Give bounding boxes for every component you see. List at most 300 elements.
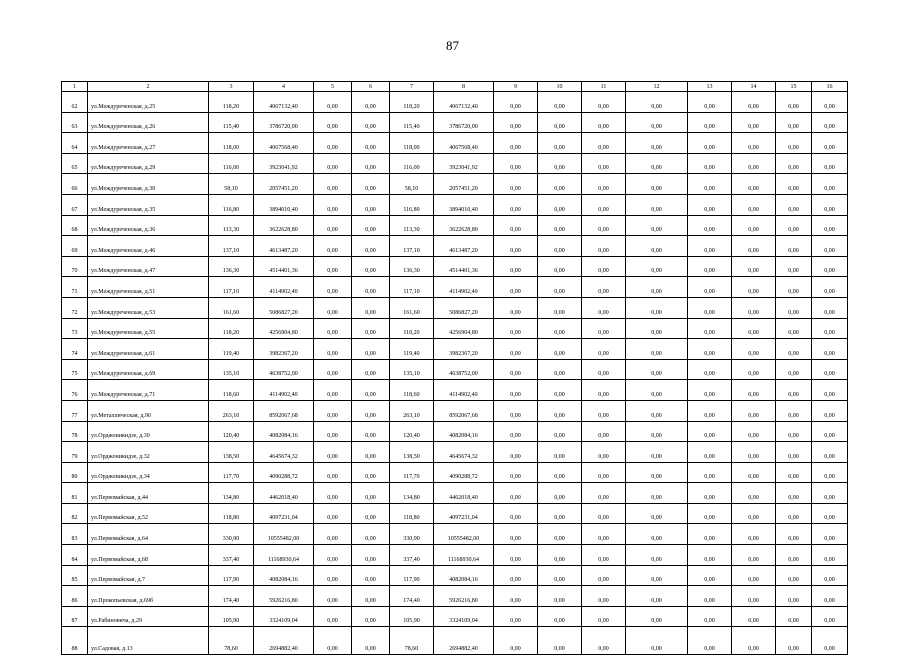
address-cell: ул.Орджоникидзе, д.30 <box>88 421 209 442</box>
area-total-cell: 115,40 <box>390 112 434 133</box>
address-cell: ул.Орджоникидзе, д.32 <box>88 442 209 463</box>
value-5-cell: 0,00 <box>314 112 352 133</box>
value-10-cell: 0,00 <box>538 194 582 215</box>
value-12-cell: 0,00 <box>626 92 688 113</box>
value-11-cell: 0,00 <box>582 606 626 627</box>
value-13-cell: 0,00 <box>688 524 732 545</box>
address-cell: ул.Междуреченская, д.61 <box>88 339 209 360</box>
table-row <box>62 133 848 154</box>
value-13-cell: 0,00 <box>688 256 732 277</box>
value-12-cell: 0,00 <box>626 524 688 545</box>
value-11-cell: 0,00 <box>582 545 626 566</box>
value-15-cell: 0,00 <box>776 627 812 655</box>
value-11-cell: 0,00 <box>582 339 626 360</box>
value-16-cell: 0,00 <box>812 174 848 195</box>
table-row <box>62 400 848 421</box>
row-number-cell: 83 <box>62 524 88 545</box>
cost-total-cell: 4645674,32 <box>434 442 494 463</box>
value-9-cell: 0,00 <box>494 586 538 607</box>
table-row <box>62 174 848 195</box>
table-row <box>62 277 848 298</box>
cost-cell: 3923041,92 <box>254 153 314 174</box>
value-13-cell: 0,00 <box>688 92 732 113</box>
table-row <box>62 545 848 566</box>
value-5-cell: 0,00 <box>314 606 352 627</box>
table-row <box>62 462 848 483</box>
value-10-cell: 0,00 <box>538 359 582 380</box>
value-11-cell: 0,00 <box>582 380 626 401</box>
value-11-cell: 0,00 <box>582 462 626 483</box>
cost-total-cell: 4613487,20 <box>434 236 494 257</box>
value-10-cell: 0,00 <box>538 627 582 655</box>
value-14-cell: 0,00 <box>732 339 776 360</box>
value-6-cell: 0,00 <box>352 318 390 339</box>
value-5-cell: 0,00 <box>314 133 352 154</box>
value-10-cell: 0,00 <box>538 524 582 545</box>
row-number-cell: 70 <box>62 256 88 277</box>
value-13-cell: 0,00 <box>688 442 732 463</box>
cost-cell: 10555482,00 <box>254 524 314 545</box>
value-14-cell: 0,00 <box>732 194 776 215</box>
value-11-cell: 0,00 <box>582 421 626 442</box>
value-11-cell: 0,00 <box>582 277 626 298</box>
value-14-cell: 0,00 <box>732 421 776 442</box>
value-15-cell: 0,00 <box>776 565 812 586</box>
value-12-cell: 0,00 <box>626 215 688 236</box>
value-14-cell: 0,00 <box>732 524 776 545</box>
value-9-cell: 0,00 <box>494 359 538 380</box>
value-16-cell: 0,00 <box>812 153 848 174</box>
value-9-cell: 0,00 <box>494 277 538 298</box>
cost-cell: 4462018,40 <box>254 483 314 504</box>
value-9-cell: 0,00 <box>494 421 538 442</box>
value-12-cell: 0,00 <box>626 277 688 298</box>
table-row <box>62 483 848 504</box>
value-6-cell: 0,00 <box>352 133 390 154</box>
address-cell: ул.Прокопьевская, д.69б <box>88 586 209 607</box>
value-13-cell: 0,00 <box>688 153 732 174</box>
table-row <box>62 92 848 113</box>
area-total-cell: 118,00 <box>390 133 434 154</box>
value-10-cell: 0,00 <box>538 215 582 236</box>
value-12-cell: 0,00 <box>626 462 688 483</box>
value-9-cell: 0,00 <box>494 483 538 504</box>
value-5-cell: 0,00 <box>314 421 352 442</box>
value-11-cell: 0,00 <box>582 112 626 133</box>
cost-total-cell: 11168930,64 <box>434 545 494 566</box>
row-number-cell: 69 <box>62 236 88 257</box>
value-13-cell: 0,00 <box>688 112 732 133</box>
column-number: 9 <box>494 82 538 92</box>
value-12-cell: 0,00 <box>626 153 688 174</box>
value-15-cell: 0,00 <box>776 194 812 215</box>
value-13-cell: 0,00 <box>688 627 732 655</box>
row-number-cell: 86 <box>62 586 88 607</box>
cost-total-cell: 3894010,40 <box>434 194 494 215</box>
area-cell: 135,10 <box>209 359 254 380</box>
value-16-cell: 0,00 <box>812 483 848 504</box>
value-15-cell: 0,00 <box>776 483 812 504</box>
value-11-cell: 0,00 <box>582 442 626 463</box>
value-6-cell: 0,00 <box>352 92 390 113</box>
value-5-cell: 0,00 <box>314 586 352 607</box>
address-cell: ул.Первомайская, д.7 <box>88 565 209 586</box>
area-total-cell: 58,10 <box>390 174 434 195</box>
table-body <box>62 82 848 655</box>
value-14-cell: 0,00 <box>732 297 776 318</box>
column-number: 11 <box>582 82 626 92</box>
cost-cell: 4114902,40 <box>254 380 314 401</box>
value-5-cell: 0,00 <box>314 215 352 236</box>
value-12-cell: 0,00 <box>626 483 688 504</box>
cost-cell: 4090288,72 <box>254 462 314 483</box>
value-5-cell: 0,00 <box>314 380 352 401</box>
value-6-cell: 0,00 <box>352 606 390 627</box>
value-14-cell: 0,00 <box>732 565 776 586</box>
value-10-cell: 0,00 <box>538 586 582 607</box>
cost-total-cell: 4638752,00 <box>434 359 494 380</box>
area-total-cell: 174,40 <box>390 586 434 607</box>
address-cell: ул.Междуреченская, д.27 <box>88 133 209 154</box>
cost-cell: 4256904,80 <box>254 318 314 339</box>
value-13-cell: 0,00 <box>688 277 732 298</box>
table-row <box>62 421 848 442</box>
column-number: 1 <box>62 82 88 92</box>
value-10-cell: 0,00 <box>538 339 582 360</box>
value-6-cell: 0,00 <box>352 194 390 215</box>
value-10-cell: 0,00 <box>538 503 582 524</box>
value-6-cell: 0,00 <box>352 339 390 360</box>
value-13-cell: 0,00 <box>688 462 732 483</box>
cost-cell: 11168930,64 <box>254 545 314 566</box>
value-15-cell: 0,00 <box>776 421 812 442</box>
cost-total-cell: 8592067,68 <box>434 400 494 421</box>
value-15-cell: 0,00 <box>776 174 812 195</box>
value-13-cell: 0,00 <box>688 133 732 154</box>
value-12-cell: 0,00 <box>626 112 688 133</box>
column-number: 6 <box>352 82 390 92</box>
column-number: 10 <box>538 82 582 92</box>
value-15-cell: 0,00 <box>776 339 812 360</box>
row-number-cell: 81 <box>62 483 88 504</box>
value-11-cell: 0,00 <box>582 215 626 236</box>
value-12-cell: 0,00 <box>626 236 688 257</box>
area-cell: 78,60 <box>209 627 254 655</box>
value-13-cell: 0,00 <box>688 380 732 401</box>
value-9-cell: 0,00 <box>494 462 538 483</box>
value-9-cell: 0,00 <box>494 606 538 627</box>
value-13-cell: 0,00 <box>688 339 732 360</box>
value-15-cell: 0,00 <box>776 133 812 154</box>
row-number-cell: 75 <box>62 359 88 380</box>
address-cell: ул.Междуреченская, д.69 <box>88 359 209 380</box>
table-row <box>62 339 848 360</box>
value-6-cell: 0,00 <box>352 400 390 421</box>
value-13-cell: 0,00 <box>688 318 732 339</box>
value-16-cell: 0,00 <box>812 359 848 380</box>
value-14-cell: 0,00 <box>732 112 776 133</box>
value-9-cell: 0,00 <box>494 112 538 133</box>
value-9-cell: 0,00 <box>494 215 538 236</box>
area-cell: 118,80 <box>209 503 254 524</box>
area-total-cell: 134,80 <box>390 483 434 504</box>
row-number-cell: 68 <box>62 215 88 236</box>
value-11-cell: 0,00 <box>582 297 626 318</box>
value-10-cell: 0,00 <box>538 153 582 174</box>
value-16-cell: 0,00 <box>812 442 848 463</box>
cost-total-cell: 2694882,40 <box>434 627 494 655</box>
column-number: 3 <box>209 82 254 92</box>
value-9-cell: 0,00 <box>494 194 538 215</box>
value-13-cell: 0,00 <box>688 215 732 236</box>
value-12-cell: 0,00 <box>626 194 688 215</box>
value-12-cell: 0,00 <box>626 545 688 566</box>
row-number-cell: 63 <box>62 112 88 133</box>
value-16-cell: 0,00 <box>812 318 848 339</box>
value-14-cell: 0,00 <box>732 359 776 380</box>
value-13-cell: 0,00 <box>688 586 732 607</box>
area-cell: 118,20 <box>209 92 254 113</box>
value-9-cell: 0,00 <box>494 400 538 421</box>
value-6-cell: 0,00 <box>352 236 390 257</box>
area-total-cell: 116,80 <box>390 194 434 215</box>
row-number-cell: 76 <box>62 380 88 401</box>
value-14-cell: 0,00 <box>732 627 776 655</box>
column-number: 5 <box>314 82 352 92</box>
column-number: 7 <box>390 82 434 92</box>
value-6-cell: 0,00 <box>352 565 390 586</box>
value-13-cell: 0,00 <box>688 400 732 421</box>
cost-total-cell: 3923041,92 <box>434 153 494 174</box>
address-cell: ул.Первомайская, д.44 <box>88 483 209 504</box>
value-13-cell: 0,00 <box>688 483 732 504</box>
value-12-cell: 0,00 <box>626 606 688 627</box>
value-14-cell: 0,00 <box>732 236 776 257</box>
address-cell: ул.Междуреченская, д.46 <box>88 236 209 257</box>
value-16-cell: 0,00 <box>812 421 848 442</box>
area-total-cell: 119,40 <box>390 339 434 360</box>
cost-total-cell: 3622628,80 <box>434 215 494 236</box>
value-14-cell: 0,00 <box>732 483 776 504</box>
value-6-cell: 0,00 <box>352 586 390 607</box>
value-5-cell: 0,00 <box>314 442 352 463</box>
value-16-cell: 0,00 <box>812 133 848 154</box>
address-cell: ул.Междуреченская, д.51 <box>88 277 209 298</box>
cost-cell: 3622628,80 <box>254 215 314 236</box>
table-row <box>62 215 848 236</box>
area-total-cell: 330,90 <box>390 524 434 545</box>
cost-total-cell: 4067568,40 <box>434 133 494 154</box>
value-15-cell: 0,00 <box>776 359 812 380</box>
value-10-cell: 0,00 <box>538 442 582 463</box>
area-total-cell: 116,00 <box>390 153 434 174</box>
row-number-cell: 85 <box>62 565 88 586</box>
cost-total-cell: 4114902,40 <box>434 380 494 401</box>
value-11-cell: 0,00 <box>582 318 626 339</box>
cost-total-cell: 5926216,80 <box>434 586 494 607</box>
area-total-cell: 118,20 <box>390 318 434 339</box>
table-row <box>62 359 848 380</box>
value-15-cell: 0,00 <box>776 462 812 483</box>
value-15-cell: 0,00 <box>776 215 812 236</box>
area-total-cell: 117,90 <box>390 565 434 586</box>
value-6-cell: 0,00 <box>352 462 390 483</box>
value-11-cell: 0,00 <box>582 92 626 113</box>
value-11-cell: 0,00 <box>582 565 626 586</box>
value-15-cell: 0,00 <box>776 503 812 524</box>
value-14-cell: 0,00 <box>732 215 776 236</box>
cost-cell: 4613487,20 <box>254 236 314 257</box>
value-5-cell: 0,00 <box>314 92 352 113</box>
value-6-cell: 0,00 <box>352 153 390 174</box>
value-15-cell: 0,00 <box>776 545 812 566</box>
value-10-cell: 0,00 <box>538 421 582 442</box>
value-12-cell: 0,00 <box>626 627 688 655</box>
value-5-cell: 0,00 <box>314 277 352 298</box>
cost-total-cell: 10555482,00 <box>434 524 494 545</box>
value-13-cell: 0,00 <box>688 545 732 566</box>
cost-cell: 5926216,80 <box>254 586 314 607</box>
value-13-cell: 0,00 <box>688 359 732 380</box>
value-14-cell: 0,00 <box>732 380 776 401</box>
value-10-cell: 0,00 <box>538 256 582 277</box>
value-11-cell: 0,00 <box>582 256 626 277</box>
value-5-cell: 0,00 <box>314 236 352 257</box>
value-5-cell: 0,00 <box>314 400 352 421</box>
address-cell: ул.Междуреченская, д.29 <box>88 153 209 174</box>
value-9-cell: 0,00 <box>494 133 538 154</box>
address-cell: ул.Первомайская, д.64 <box>88 524 209 545</box>
cost-total-cell: 4082084,16 <box>434 421 494 442</box>
row-number-cell: 79 <box>62 442 88 463</box>
cost-cell: 4082084,16 <box>254 421 314 442</box>
table-row <box>62 627 848 655</box>
area-cell: 137,10 <box>209 236 254 257</box>
cost-cell: 4082084,16 <box>254 565 314 586</box>
table-row <box>62 524 848 545</box>
address-cell: ул.Междуреченская, д.47 <box>88 256 209 277</box>
value-16-cell: 0,00 <box>812 112 848 133</box>
row-number-cell: 88 <box>62 627 88 655</box>
column-number: 13 <box>688 82 732 92</box>
area-cell: 120,40 <box>209 421 254 442</box>
value-10-cell: 0,00 <box>538 174 582 195</box>
value-12-cell: 0,00 <box>626 442 688 463</box>
table-row <box>62 153 848 174</box>
value-5-cell: 0,00 <box>314 256 352 277</box>
area-cell: 161,60 <box>209 297 254 318</box>
value-14-cell: 0,00 <box>732 318 776 339</box>
table-row <box>62 380 848 401</box>
value-9-cell: 0,00 <box>494 236 538 257</box>
cost-cell: 4645674,32 <box>254 442 314 463</box>
value-9-cell: 0,00 <box>494 339 538 360</box>
value-14-cell: 0,00 <box>732 174 776 195</box>
row-number-cell: 87 <box>62 606 88 627</box>
row-number-cell: 80 <box>62 462 88 483</box>
value-12-cell: 0,00 <box>626 586 688 607</box>
value-12-cell: 0,00 <box>626 421 688 442</box>
column-number: 15 <box>776 82 812 92</box>
address-cell: ул.Металлическая, д.90 <box>88 400 209 421</box>
value-6-cell: 0,00 <box>352 359 390 380</box>
cost-total-cell: 3324109,04 <box>434 606 494 627</box>
value-12-cell: 0,00 <box>626 318 688 339</box>
value-6-cell: 0,00 <box>352 503 390 524</box>
value-9-cell: 0,00 <box>494 442 538 463</box>
value-9-cell: 0,00 <box>494 380 538 401</box>
value-11-cell: 0,00 <box>582 153 626 174</box>
column-number: 12 <box>626 82 688 92</box>
area-cell: 115,40 <box>209 112 254 133</box>
value-16-cell: 0,00 <box>812 380 848 401</box>
address-cell: ул.Первомайская, д.68 <box>88 545 209 566</box>
value-6-cell: 0,00 <box>352 483 390 504</box>
row-number-cell: 77 <box>62 400 88 421</box>
value-10-cell: 0,00 <box>538 277 582 298</box>
table-row <box>62 112 848 133</box>
address-cell: ул.Рабиновича, д.29 <box>88 606 209 627</box>
cost-cell: 4114902,40 <box>254 277 314 298</box>
value-9-cell: 0,00 <box>494 627 538 655</box>
area-total-cell: 118,20 <box>390 92 434 113</box>
cost-cell: 3982367,20 <box>254 339 314 360</box>
value-15-cell: 0,00 <box>776 606 812 627</box>
value-5-cell: 0,00 <box>314 194 352 215</box>
value-6-cell: 0,00 <box>352 627 390 655</box>
cost-cell: 4097231,04 <box>254 503 314 524</box>
value-11-cell: 0,00 <box>582 133 626 154</box>
area-total-cell: 78,60 <box>390 627 434 655</box>
value-15-cell: 0,00 <box>776 442 812 463</box>
area-cell: 58,10 <box>209 174 254 195</box>
area-cell: 116,80 <box>209 194 254 215</box>
area-cell: 118,00 <box>209 133 254 154</box>
value-16-cell: 0,00 <box>812 462 848 483</box>
value-13-cell: 0,00 <box>688 421 732 442</box>
value-10-cell: 0,00 <box>538 236 582 257</box>
area-total-cell: 117,10 <box>390 277 434 298</box>
area-cell: 174,40 <box>209 586 254 607</box>
value-16-cell: 0,00 <box>812 236 848 257</box>
area-cell: 337,40 <box>209 545 254 566</box>
value-15-cell: 0,00 <box>776 256 812 277</box>
value-15-cell: 0,00 <box>776 236 812 257</box>
row-number-cell: 74 <box>62 339 88 360</box>
area-total-cell: 263,10 <box>390 400 434 421</box>
area-total-cell: 136,30 <box>390 256 434 277</box>
value-5-cell: 0,00 <box>314 545 352 566</box>
address-cell: ул.Междуреченская, д.71 <box>88 380 209 401</box>
row-number-cell: 73 <box>62 318 88 339</box>
value-15-cell: 0,00 <box>776 586 812 607</box>
value-11-cell: 0,00 <box>582 483 626 504</box>
value-5-cell: 0,00 <box>314 483 352 504</box>
value-11-cell: 0,00 <box>582 503 626 524</box>
address-cell: ул.Междуреченская, д.30 <box>88 174 209 195</box>
value-9-cell: 0,00 <box>494 545 538 566</box>
value-6-cell: 0,00 <box>352 256 390 277</box>
area-total-cell: 120,40 <box>390 421 434 442</box>
value-13-cell: 0,00 <box>688 297 732 318</box>
value-11-cell: 0,00 <box>582 400 626 421</box>
register-table <box>61 81 848 655</box>
row-number-cell: 66 <box>62 174 88 195</box>
value-14-cell: 0,00 <box>732 503 776 524</box>
value-6-cell: 0,00 <box>352 112 390 133</box>
value-14-cell: 0,00 <box>732 462 776 483</box>
value-13-cell: 0,00 <box>688 503 732 524</box>
